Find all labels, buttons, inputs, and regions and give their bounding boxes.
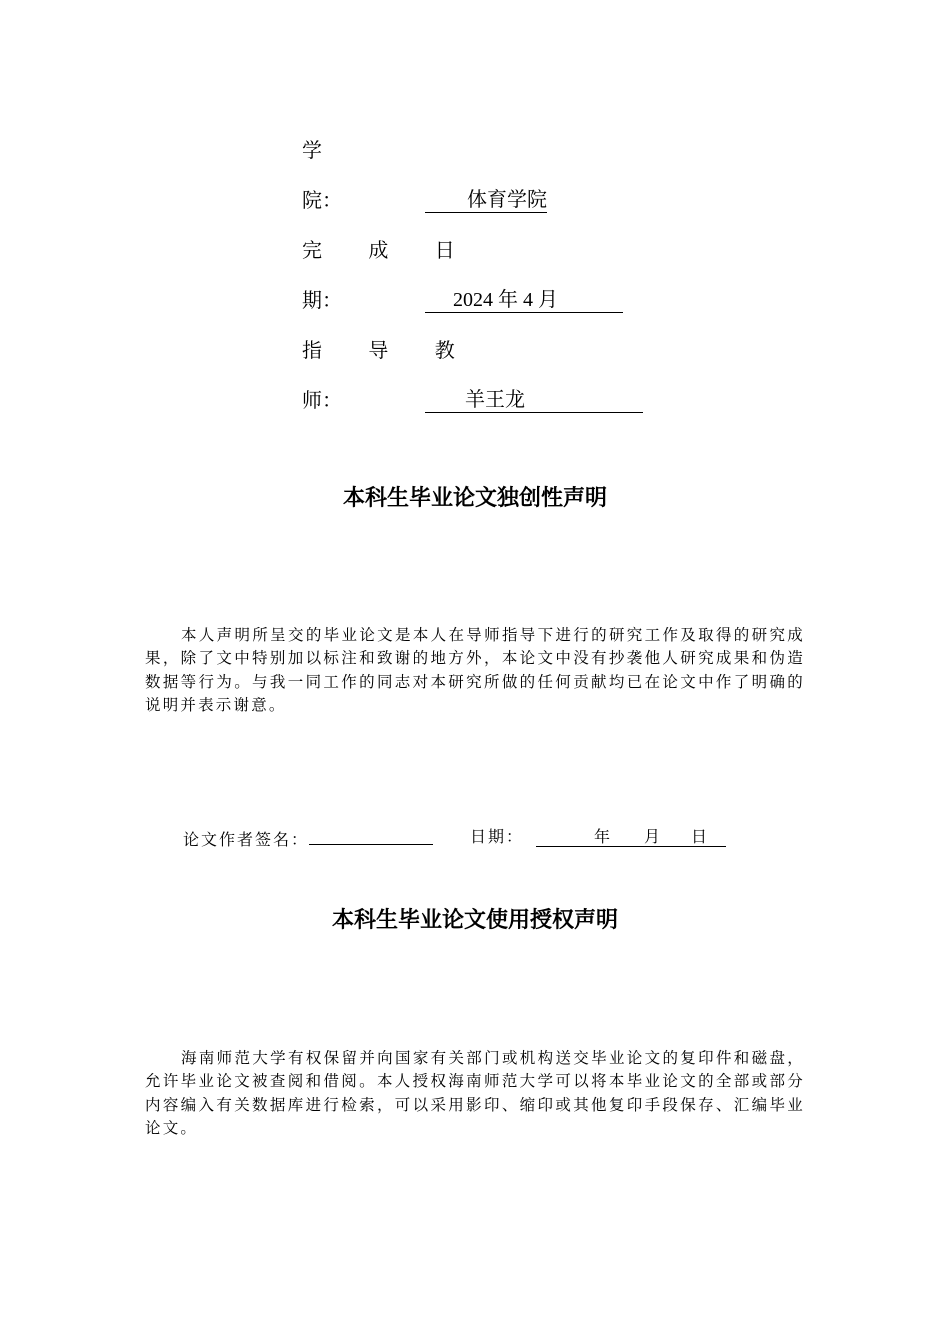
originality-body: 本人声明所呈交的毕业论文是本人在导师指导下进行的研究工作及取得的研究成果，除了文中特别加以标注和致谢的地方外，本论文中没有抄袭他人研究成果和伪造数据等行为。与我一同工作的同志对本研究所做的任何贡献均已在论文中作了明确的说明并表示谢意。 <box>145 626 805 714</box>
authorization-body: 海南师范大学有权保留并向国家有关部门或机构送交毕业论文的复印件和磁盘，允许毕业论文被查阅和借阅。本人授权海南师范大学可以将本毕业论文的全部或部分内容编入有关数据库进行检索，可以采用影印、缩印或其他复印手段保存、汇编毕业论文。 <box>145 1049 805 1137</box>
signature-row <box>183 826 433 851</box>
date-label: 日期： <box>470 827 525 846</box>
college-value: 体育学院 <box>425 188 547 213</box>
signature-label: 论文作者签名： <box>183 830 310 849</box>
originality-title: 本科生毕业论文独创性声明 <box>342 486 607 511</box>
completion-date-label-top: 完 成 日 <box>302 238 475 262</box>
college-label-top: 学 <box>302 138 322 162</box>
date-year-label: 年 <box>594 827 613 846</box>
advisor-label-bottom: 师： <box>302 388 342 412</box>
date-row <box>470 826 524 848</box>
authorization-title: 本科生毕业论文使用授权声明 <box>331 908 618 933</box>
advisor-label-top: 指 导 教 <box>302 338 475 362</box>
completion-date-label-bottom: 期： <box>302 288 342 312</box>
completion-date-value: 2024 年 4 月 <box>425 288 623 313</box>
college-label-bottom: 院： <box>302 188 342 212</box>
date-line <box>536 826 726 847</box>
date-day-label: 日 <box>691 827 710 846</box>
date-month-label: 月 <box>644 827 663 846</box>
advisor-value: 羊王龙 <box>425 388 643 413</box>
signature-line <box>309 826 433 845</box>
